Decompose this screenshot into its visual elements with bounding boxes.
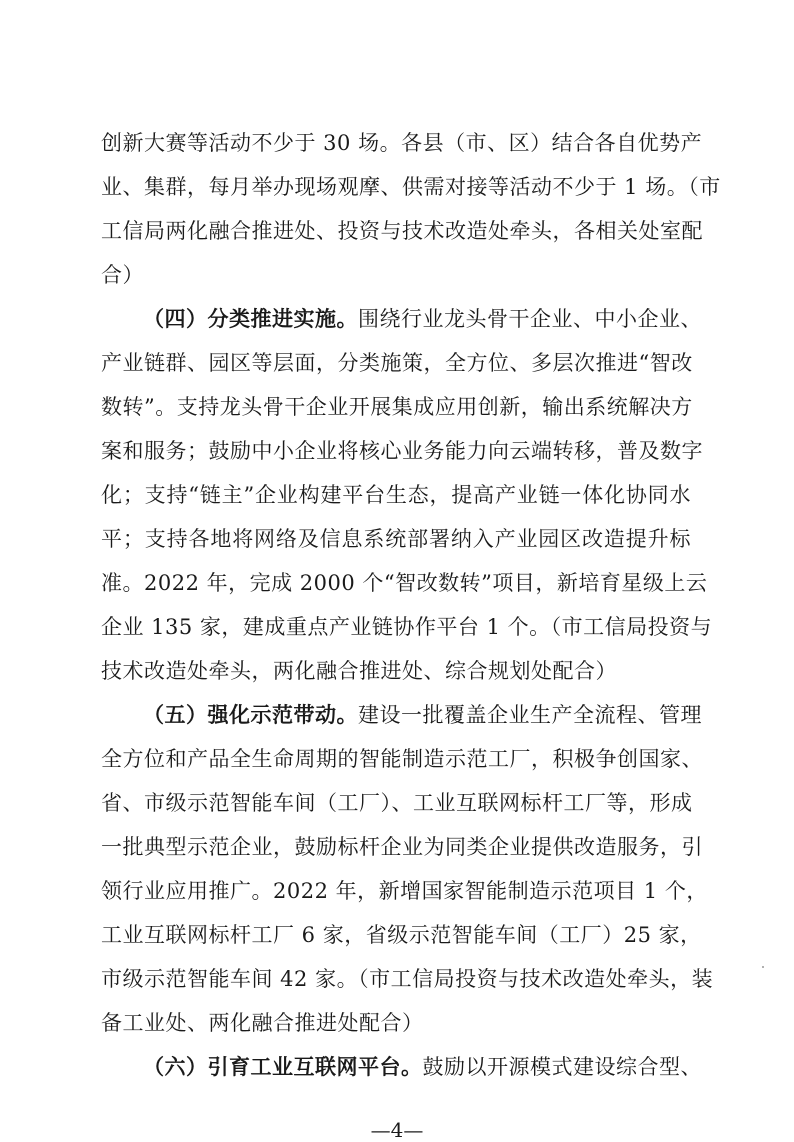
page-number: —4— — [370, 1118, 424, 1142]
section-heading: （四）分类推进实施。 — [143, 306, 358, 331]
body-line: 产业链群、园区等层面，分类施策，全方位、多层次推进“智改 — [101, 351, 693, 375]
body-line: 创新大赛等活动不少于 30 场。各县（市、区）结合各自优势产 — [101, 131, 703, 155]
body-line: 企业 135 家，建成重点产业链协作平台 1 个。（市工信局投资与 — [101, 615, 713, 639]
body-line: 业、集群，每月举办现场观摩、供需对接等活动不少于 1 场。（市 — [101, 175, 721, 199]
section-heading: （五）强化示范带动。 — [143, 702, 358, 727]
body-line: 市级示范智能车间 42 家。（市工信局投资与技术改造处牵头，装 — [101, 967, 714, 991]
section-text: 围绕行业龙头骨干企业、中小企业、 — [358, 307, 702, 331]
body-line: 全方位和产品全生命周期的智能制造示范工厂，积极争创国家、 — [101, 747, 703, 771]
body-line: 平；支持各地将网络及信息系统部署纳入产业园区改造提升标 — [101, 527, 691, 551]
body-line: 案和服务；鼓励中小企业将核心业务能力向云端转移，普及数字 — [101, 439, 703, 463]
body-line: 数转”。支持龙头骨干企业开展集成应用创新，输出系统解决方 — [101, 395, 693, 419]
body-line: 工信局两化融合推进处、投资与技术改造处牵头，各相关处室配 — [101, 219, 703, 243]
body-line: 合） — [101, 263, 144, 287]
section-5-first-line — [143, 700, 702, 730]
body-line: 技术改造处牵头，两化融合推进处、综合规划处配合） — [101, 659, 617, 683]
body-line: 准。2022 年，完成 2000 个“智改数转”项目，新培育星级上云 — [101, 571, 708, 595]
section-6-first-line — [143, 1052, 702, 1082]
body-line: 一批典型示范企业，鼓励标杆企业为同类企业提供改造服务，引 — [101, 835, 703, 859]
body-line: 备工业处、两化融合推进处配合） — [101, 1011, 424, 1035]
section-heading: （六）引育工业互联网平台。 — [143, 1054, 423, 1079]
body-line: 化；支持“链主”企业构建平台生态，提高产业链一体化协同水 — [101, 483, 691, 507]
body-line: 工业互联网标杆工厂 6 家，省级示范智能车间（工厂）25 家， — [101, 923, 702, 947]
section-text: 鼓励以开源模式建设综合型、 — [422, 1055, 702, 1079]
body-line: 省、市级示范智能车间（工厂）、工业互联网标杆工厂等，形成 — [101, 791, 693, 815]
body-line: 领行业应用推广。2022 年，新增国家智能制造示范项目 1 个， — [101, 879, 708, 903]
scan-speck — [762, 966, 764, 968]
section-4-first-line — [143, 304, 702, 334]
section-text: 建设一批覆盖企业生产全流程、管理 — [358, 703, 702, 727]
